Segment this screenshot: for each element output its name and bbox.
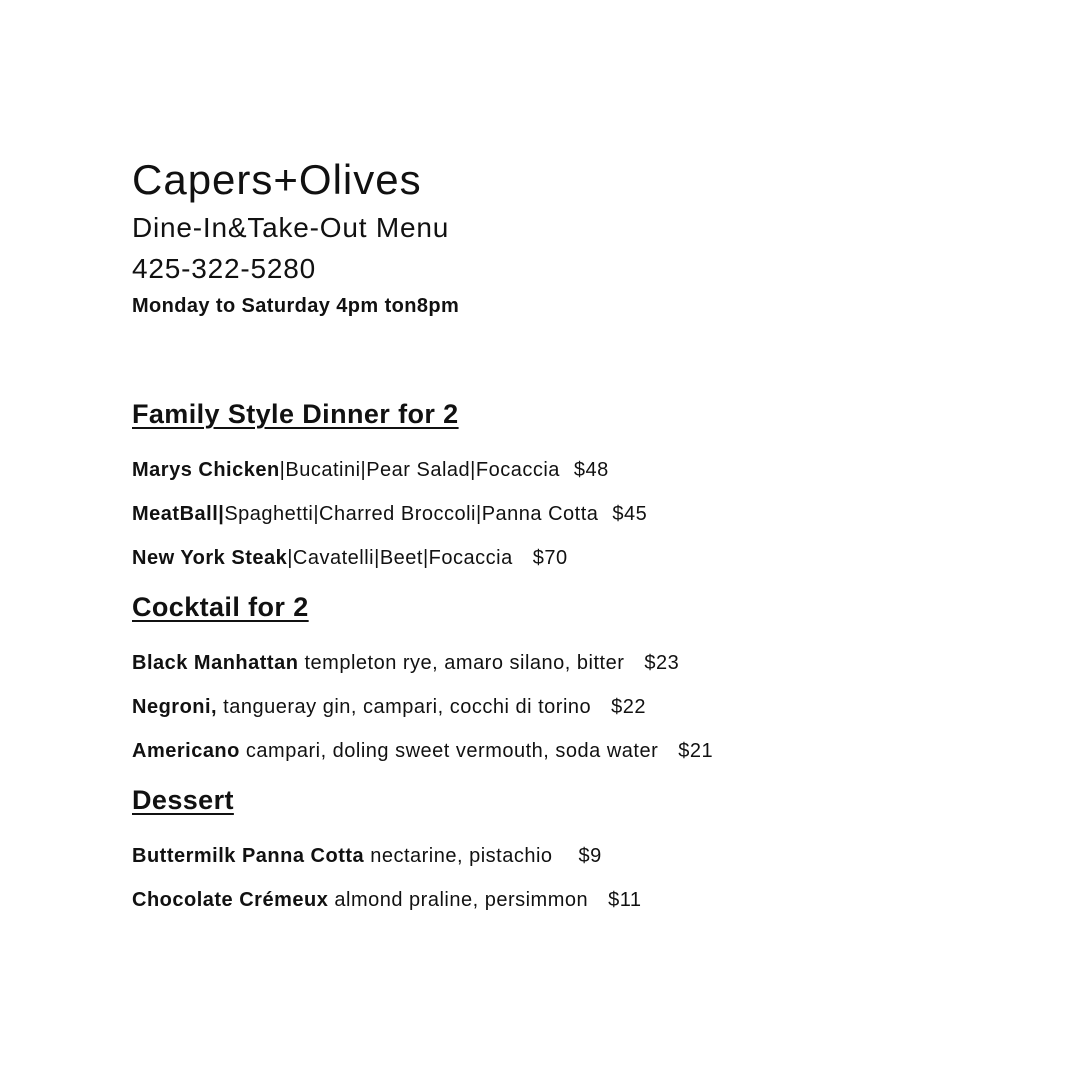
menu-subtitle: Dine-In&Take-Out Menu xyxy=(132,212,450,243)
section-heading-cocktail: Cocktail for 2 xyxy=(132,592,309,622)
menu-item xyxy=(132,693,646,721)
item-name: Chocolate Crémeux xyxy=(132,889,329,911)
item-name: Marys Chicken xyxy=(132,459,280,481)
menu-item xyxy=(132,737,713,765)
item-description: |Bucatini|Pear Salad|Focaccia xyxy=(279,459,560,481)
phone-number: 425-322-5280 xyxy=(132,253,316,284)
item-description: campari, doling sweet vermouth, soda water xyxy=(239,740,659,762)
item-price: $9 xyxy=(578,845,602,867)
item-price: $48 xyxy=(573,459,609,481)
section-heading-dessert: Dessert xyxy=(132,785,234,815)
item-description: Spaghetti|Charred Broccoli|Panna Cotta xyxy=(224,503,599,525)
item-description: nectarine, pistachio xyxy=(364,845,553,867)
item-description: templeton rye, amaro silano, bitter xyxy=(298,652,625,674)
restaurant-title: Capers+Olives xyxy=(132,156,422,203)
opening-hours: Monday to Saturday 4pm ton8pm xyxy=(132,295,460,317)
item-name: Negroni, xyxy=(132,696,218,718)
item-name: Americano xyxy=(132,740,240,762)
menu-item xyxy=(132,842,602,870)
item-name: MeatBall| xyxy=(132,503,225,525)
menu-item xyxy=(132,456,609,484)
item-price: $70 xyxy=(532,547,568,569)
menu-item xyxy=(132,544,568,572)
item-price: $45 xyxy=(612,503,648,525)
item-price: $11 xyxy=(608,889,642,911)
section-heading-family-dinner: Family Style Dinner for 2 xyxy=(132,399,459,429)
item-name: Black Manhattan xyxy=(132,652,299,674)
item-name: Buttermilk Panna Cotta xyxy=(132,845,365,867)
item-description: |Cavatelli|Beet|Focaccia xyxy=(287,547,513,569)
item-price: $23 xyxy=(644,652,680,674)
menu-item xyxy=(132,886,642,914)
item-price: $22 xyxy=(611,696,647,718)
menu-item xyxy=(132,649,679,677)
item-description: almond praline, persimmon xyxy=(328,889,589,911)
item-description: tangueray gin, campari, cocchi di torino xyxy=(217,696,592,718)
item-name: New York Steak xyxy=(132,547,288,569)
item-price: $21 xyxy=(678,740,714,762)
menu-item xyxy=(132,500,647,528)
